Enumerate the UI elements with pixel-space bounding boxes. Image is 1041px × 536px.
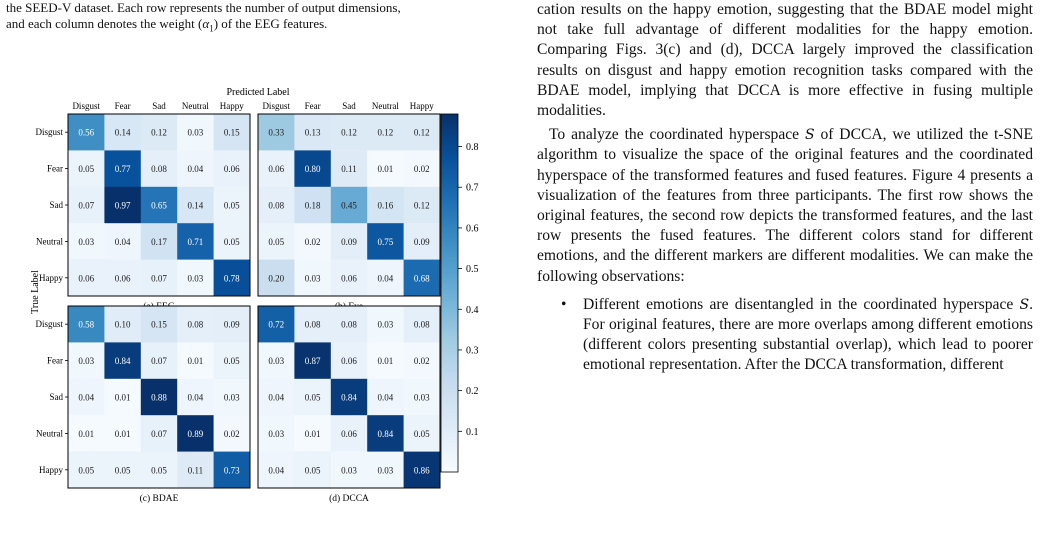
cell-value: 0.08 — [268, 200, 285, 211]
row-label: Sad — [49, 200, 63, 210]
cell-value: 0.06 — [268, 164, 285, 175]
cell-value: 0.84 — [377, 428, 394, 439]
row-label: Disgust — [35, 319, 63, 330]
cell-value: 0.84 — [341, 392, 357, 403]
cell-value: 0.45 — [341, 200, 357, 211]
cell-value: 0.86 — [413, 465, 430, 476]
bullet-item — [537, 295, 1033, 376]
cell-value: 0.33 — [268, 127, 285, 138]
cell-value: 0.05 — [78, 465, 95, 476]
cell-value: 0.03 — [78, 236, 95, 247]
cell-value: 0.12 — [151, 127, 167, 138]
cell-value: 0.03 — [377, 465, 394, 476]
cell-value: 0.15 — [223, 127, 240, 138]
hyperspace-symbol-bullet: S — [1019, 296, 1030, 313]
cell-value: 0.04 — [187, 164, 204, 175]
paragraph-tsne — [537, 125, 1033, 287]
cell-value: 0.04 — [377, 273, 394, 284]
cell-value: 0.06 — [114, 273, 131, 284]
caption-line-1: the SEED-V dataset. Each row represents the number of output dimensions, — [6, 0, 401, 15]
paragraph-tsne-rest: of DCCA, we utilized the t-SNE algorithm to visualize the space of the original features and the coordinated hyperspace of the transformed features and fused features. Figure 4 presents a visualization of the features from three participants. The first row shows the original features, the second row depicts the transformed features, and the last row presents the fused features. The different colors stand for different emotions, and the different markers are different modalities. We can make the following observations: — [537, 126, 1033, 285]
cell-value: 0.80 — [304, 164, 321, 175]
cell-value: 0.73 — [223, 465, 240, 476]
cell-value: 0.04 — [268, 465, 285, 476]
colorbar-tick-label: 0.6 — [466, 223, 479, 235]
cell-value: 0.08 — [304, 319, 321, 330]
confusion-matrix-figure — [0, 0, 520, 536]
cell-value: 0.03 — [187, 127, 204, 138]
cell-value: 0.10 — [114, 319, 131, 330]
cell-value: 0.05 — [114, 465, 131, 476]
cell-value: 0.04 — [377, 392, 394, 403]
cell-value: 0.71 — [187, 236, 204, 247]
cell-value: 0.06 — [78, 273, 95, 284]
caption-line-2-start: and each column denotes the weight ( — [6, 16, 203, 31]
cell-value: 0.75 — [377, 236, 394, 247]
column-label: Neutral — [181, 101, 209, 111]
column-label: Neutral — [371, 101, 399, 111]
cell-value: 0.88 — [151, 392, 167, 403]
column-label: Disgust — [262, 101, 290, 111]
panel-4 — [258, 306, 440, 504]
cell-value: 0.03 — [304, 273, 321, 284]
cell-value: 0.13 — [304, 127, 321, 138]
row-label: Happy — [39, 272, 63, 283]
cell-value: 0.11 — [341, 164, 357, 175]
column-label: Fear — [114, 101, 131, 111]
cell-value: 0.72 — [268, 319, 285, 330]
row-label: Sad — [49, 392, 63, 402]
hyperspace-symbol: S — [804, 127, 815, 144]
cell-value: 0.05 — [151, 465, 167, 476]
column-label: Fear — [304, 101, 321, 111]
cell-value: 0.02 — [304, 236, 321, 247]
column-label: Happy — [219, 101, 244, 111]
row-label: Disgust — [35, 127, 63, 138]
cell-value: 0.01 — [304, 428, 321, 439]
colorbar-tick-label: 0.3 — [466, 345, 479, 357]
cell-value: 0.11 — [187, 465, 204, 476]
cell-value: 0.09 — [413, 236, 430, 247]
row-label: Fear — [47, 163, 63, 174]
cell-value: 0.03 — [341, 465, 357, 476]
cell-value: 0.05 — [304, 465, 321, 476]
cell-value: 0.07 — [151, 428, 167, 439]
cell-value: 0.08 — [413, 319, 430, 330]
cell-value: 0.68 — [413, 273, 430, 284]
cell-value: 0.03 — [223, 392, 240, 403]
bullet-text-start: Different emotions are disentangled in the coordinated hyperspace — [583, 295, 1020, 313]
row-label: Neutral — [36, 428, 63, 439]
cell-value: 0.65 — [151, 200, 167, 211]
cell-value: 0.01 — [114, 392, 131, 403]
colorbar-tick-label: 0.5 — [466, 264, 479, 276]
cell-value: 0.03 — [413, 392, 430, 403]
column-label: Sad — [152, 101, 166, 111]
paragraph-continued: cation results on the happy emotion, suggesting that the BDAE model might not take full advantage of different modalities for the happy emotion. Comparing Figs. 3(c) and (d), DCCA largely improved the classification results on disgust and happy emotion recognition tasks compared with the BDAE model, implying that DCCA is more effective in fusing multiple modalities. — [537, 1, 1033, 120]
cell-value: 0.01 — [78, 428, 95, 439]
cell-value: 0.04 — [114, 236, 131, 247]
bullet-marker: • — [561, 295, 567, 313]
cell-value: 0.12 — [413, 200, 430, 211]
cell-value: 0.05 — [223, 356, 240, 367]
cell-value: 0.02 — [413, 356, 430, 367]
panels-group — [35, 101, 440, 504]
cell-value: 0.87 — [304, 356, 321, 367]
cell-value: 0.01 — [377, 356, 394, 367]
cell-value: 0.05 — [78, 164, 95, 175]
cell-value: 0.04 — [78, 392, 95, 403]
cell-value: 0.08 — [187, 319, 204, 330]
cell-value: 0.78 — [223, 273, 240, 284]
panel-3 — [35, 306, 250, 504]
column-label: Happy — [409, 101, 434, 111]
colorbar — [441, 114, 479, 472]
cell-value: 0.03 — [377, 319, 394, 330]
cell-value: 0.14 — [114, 127, 131, 138]
column-label: Disgust — [72, 101, 100, 111]
cell-value: 0.89 — [187, 428, 204, 439]
paragraph-tsne-start: To analyze the coordinated hyperspace — [549, 126, 805, 144]
subcaption: (c) BDAE — [139, 494, 179, 504]
cell-value: 0.06 — [341, 273, 357, 284]
cell-value: 0.04 — [268, 392, 285, 403]
alpha-symbol: α — [202, 16, 210, 31]
cell-value: 0.09 — [223, 319, 240, 330]
row-label: Happy — [39, 464, 63, 475]
cell-value: 0.01 — [187, 356, 204, 367]
cell-value: 0.05 — [223, 200, 240, 211]
cell-value: 0.04 — [187, 392, 204, 403]
row-label: Fear — [47, 355, 63, 366]
cell-value: 0.56 — [78, 127, 95, 138]
cell-value: 0.02 — [413, 164, 430, 175]
colorbar-gradient — [441, 114, 458, 472]
cell-value: 0.84 — [114, 356, 131, 367]
y-axis-title: True Label — [30, 270, 41, 314]
body-text-column — [537, 0, 1033, 376]
colorbar-tick-label: 0.8 — [466, 142, 479, 154]
cell-value: 0.17 — [151, 236, 167, 247]
cell-value: 0.07 — [78, 200, 95, 211]
cell-value: 0.08 — [151, 164, 167, 175]
cell-value: 0.18 — [304, 200, 321, 211]
cell-value: 0.97 — [114, 200, 131, 211]
cell-value: 0.12 — [377, 127, 394, 138]
row-label: Neutral — [36, 236, 63, 247]
cell-value: 0.02 — [223, 428, 240, 439]
panel-2 — [258, 101, 440, 312]
column-label: Sad — [342, 101, 356, 111]
x-axis-title: Predicted Label — [226, 87, 290, 98]
cell-value: 0.20 — [268, 273, 285, 284]
cell-value: 0.14 — [187, 200, 204, 211]
cell-value: 0.01 — [114, 428, 131, 439]
cell-value: 0.58 — [78, 319, 95, 330]
cell-value: 0.05 — [223, 236, 240, 247]
colorbar-tick-label: 0.4 — [466, 304, 479, 316]
cell-value: 0.16 — [377, 200, 394, 211]
cell-value: 0.05 — [304, 392, 321, 403]
cell-value: 0.07 — [151, 273, 167, 284]
cell-value: 0.77 — [114, 164, 131, 175]
cell-value: 0.06 — [341, 356, 357, 367]
cell-value: 0.09 — [341, 236, 357, 247]
cell-value: 0.07 — [151, 356, 167, 367]
cell-value: 0.08 — [341, 319, 357, 330]
alpha-subscript: 1 — [209, 23, 214, 34]
cell-value: 0.03 — [268, 356, 285, 367]
colorbar-tick-label: 0.1 — [466, 426, 479, 438]
cell-value: 0.03 — [78, 356, 95, 367]
colorbar-tick-label: 0.2 — [466, 386, 479, 398]
cell-value: 0.12 — [341, 127, 357, 138]
panel-1 — [35, 101, 250, 312]
cell-value: 0.15 — [151, 319, 167, 330]
cell-value: 0.05 — [268, 236, 285, 247]
colorbar-tick-label: 0.7 — [466, 182, 479, 194]
cell-value: 0.12 — [413, 127, 430, 138]
bullet-text-rest: . For original features, there are more overlaps among different emotions (different colors presenting substantial overlap), which lead to poorer emotional representation. After the DCCA transformation, different — [583, 295, 1033, 374]
cell-value: 0.01 — [377, 164, 394, 175]
cell-value: 0.03 — [187, 273, 204, 284]
cell-value: 0.03 — [268, 428, 285, 439]
cell-value: 0.05 — [413, 428, 430, 439]
caption-line-2-end: ) of the EEG features. — [213, 16, 328, 31]
subcaption: (d) DCCA — [329, 494, 369, 504]
cell-value: 0.06 — [341, 428, 357, 439]
cell-value: 0.06 — [223, 164, 240, 175]
